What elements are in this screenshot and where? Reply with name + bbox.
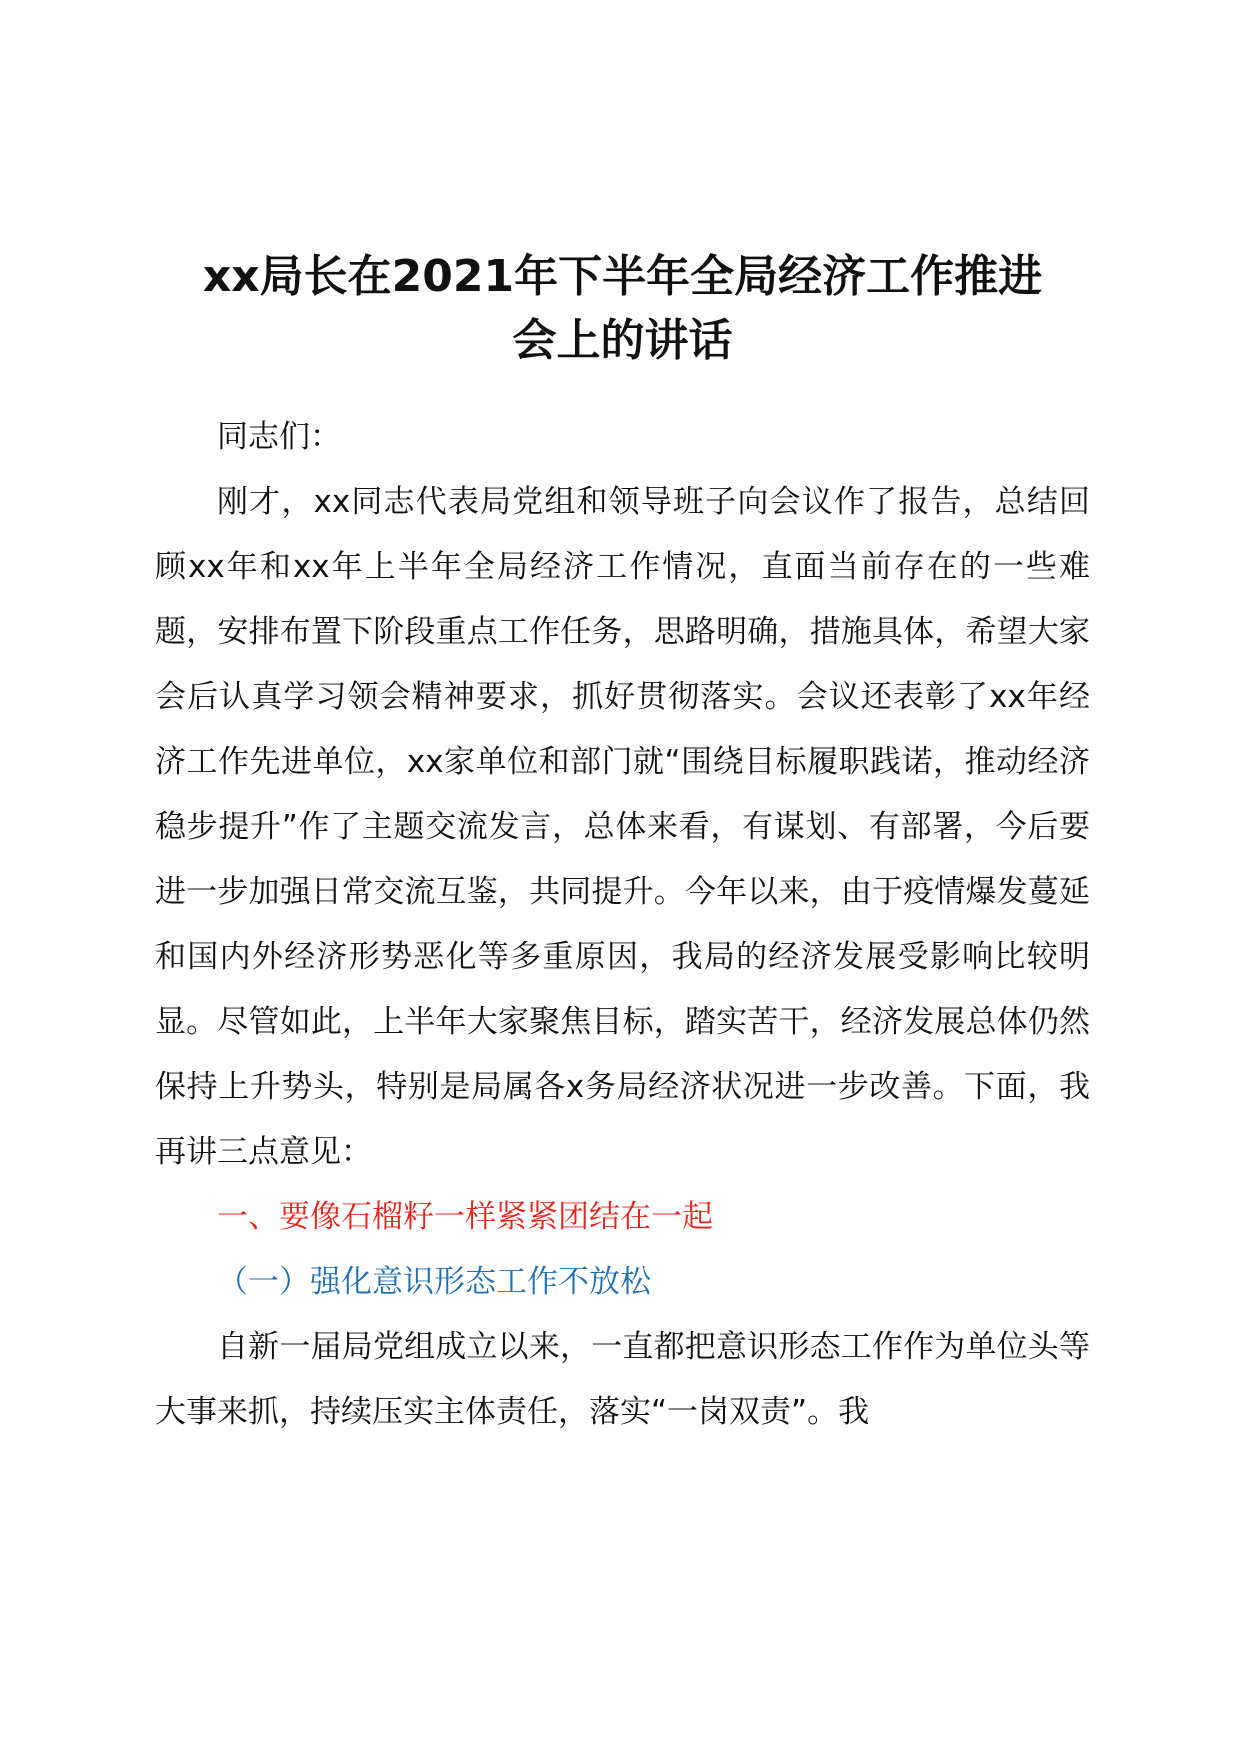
section-heading-1: 一、要像石榴籽一样紧紧团结在一起: [217, 1199, 713, 1235]
paragraph-intro: 刚才，xx同志代表局党组和领导班子向会议作了报告，总结回顾xx年和xx年上半年全局经济工作情况，直面当前存在的一些难题，安排布置下阶段重点工作任务，思路明确，措施具体，希望大家会后认真学习领会精神要求，抓好贯彻落实。会议还表彰了xx年经济工作先进单位，xx家单位和部门就“围绕目标履职践诺，推动经济稳步提升”作了主题交流发言，总体来看，有谋划、有部署，今后要进一步加强日常交流互鉴，共同提升。今年以来，由于疫情爆发蔓延和国内外经济形势恶化等多重原因，我局的经济发展受影响比较明显。尽管如此，上半年大家聚焦目标，踏实苦干，经济发展总体仍然保持上升势头，特别是局属各x务局经济状况进一步改善。下面，我再讲三点意见：: [155, 484, 1090, 1170]
document-body: [155, 245, 1090, 1445]
subsection-heading-1: （一）强化意识形态工作不放松: [217, 1264, 651, 1300]
document-title: [155, 245, 1090, 373]
salutation: 同志们：: [217, 419, 341, 455]
title-line-1: xx局长在2021年下半年全局经济工作推进: [202, 251, 1043, 302]
paragraph-ideology: 自新一届局党组成立以来，一直都把意识形态工作作为单位头等大事来抓，持续压实主体责任，落实“一岗双责”。我: [155, 1329, 1090, 1430]
title-line-2: 会上的讲话: [512, 315, 733, 366]
